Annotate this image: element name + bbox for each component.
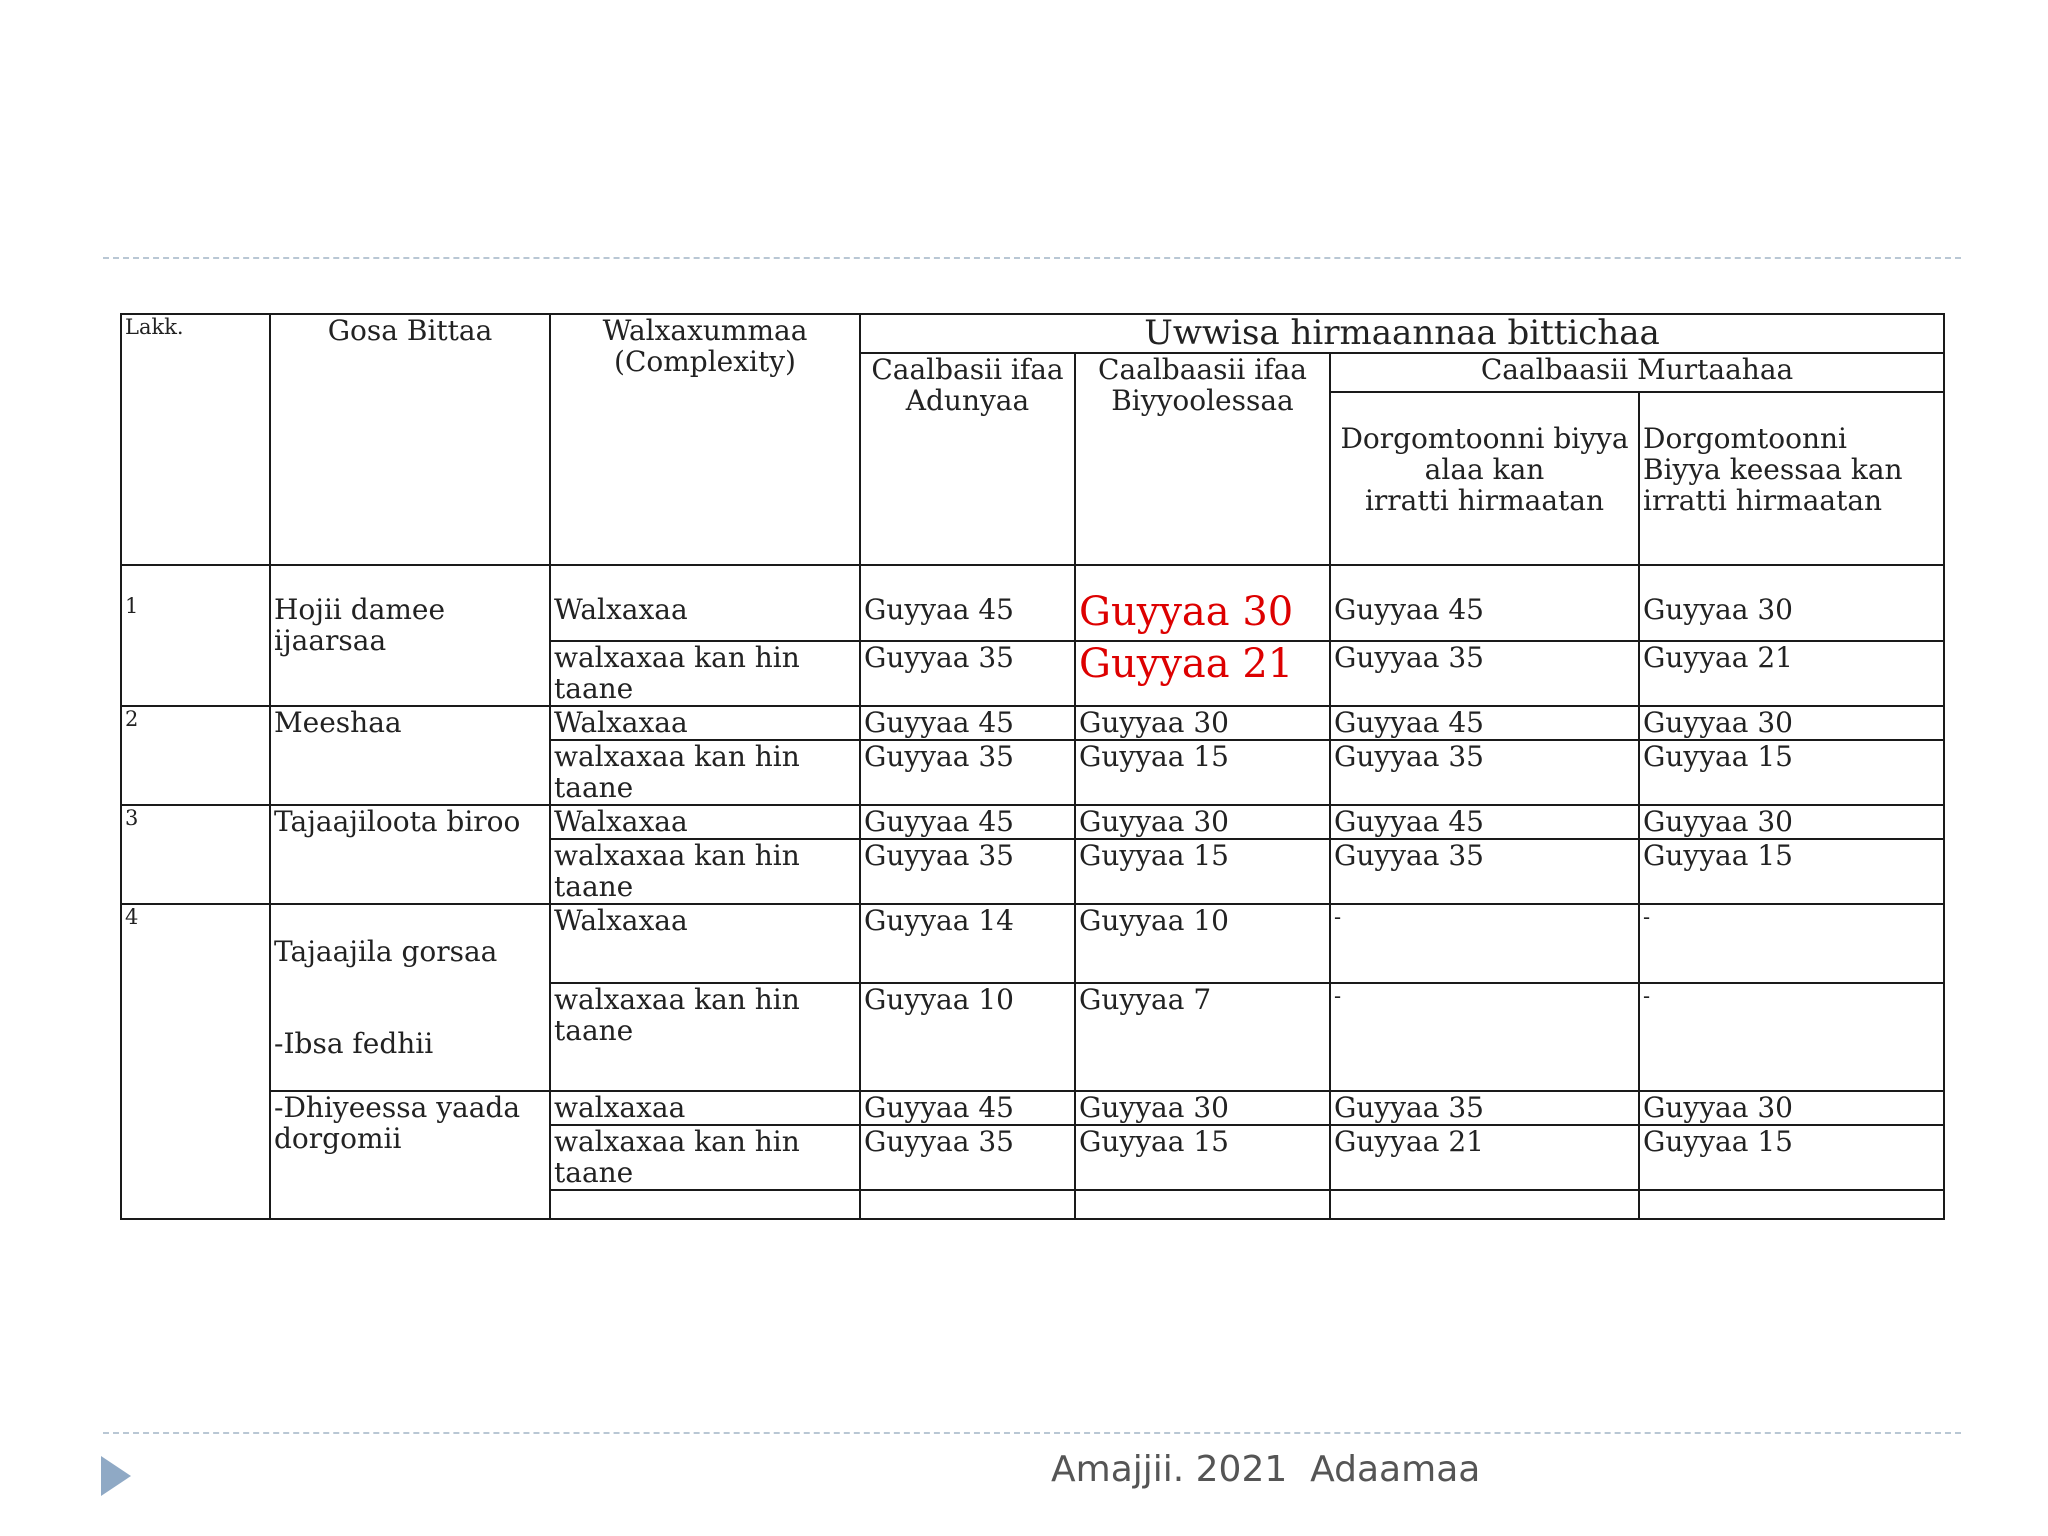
row4-alaa-3: Guyyaa 35 (1330, 1091, 1639, 1125)
header-dorgomtoonni-keessaa: Dorgomtoonni Biyya keessaa kan irratti hirmaatan (1639, 392, 1944, 565)
row3-alaa-1: Guyyaa 45 (1330, 805, 1639, 839)
row2-alaa-2: Guyyaa 35 (1330, 740, 1639, 805)
row4-walx-1: Walxaxaa (550, 904, 860, 983)
header-uwwisa-hirmaannaa: Uwwisa hirmaannaa bittichaa (860, 314, 1944, 353)
row4-gosa-dhiyeessa: -Dhiyeessa yaada dorgomii (270, 1091, 550, 1219)
row3-lakk: 3 (121, 805, 270, 904)
empty-cell (1075, 1190, 1330, 1219)
top-dashed-rule (103, 257, 1961, 259)
header-caalbaasii-biyyoolessaa: Caalbaasii ifaa Biyyoolessaa (1075, 353, 1330, 565)
header-gosa-bittaa: Gosa Bittaa (270, 314, 550, 565)
row1-gosa: Hojii damee ijaarsaa (270, 565, 550, 706)
header-walxaxummaa: Walxaxummaa (Complexity) (550, 314, 860, 565)
row4-alaa-1: - (1330, 904, 1639, 983)
row2-gosa: Meeshaa (270, 706, 550, 805)
bottom-dashed-rule (103, 1432, 1961, 1434)
row2-lakk: 2 (121, 706, 270, 805)
bidding-period-table (120, 313, 1945, 1220)
row4-keessaa-4: Guyyaa 15 (1639, 1125, 1944, 1190)
row3-keessaa-2: Guyyaa 15 (1639, 839, 1944, 904)
empty-cell (860, 1190, 1075, 1219)
row4-gosa-ibsa: -Ibsa fedhii (274, 1027, 434, 1060)
row2-keessaa-2: Guyyaa 15 (1639, 740, 1944, 805)
row4-adunyaa-4: Guyyaa 35 (860, 1125, 1075, 1190)
row2-biyyoo-2: Guyyaa 15 (1075, 740, 1330, 805)
row4-alaa-2: - (1330, 983, 1639, 1091)
row1-alaa-2: Guyyaa 35 (1330, 641, 1639, 706)
row4-adunyaa-2: Guyyaa 10 (860, 983, 1075, 1091)
header-caalbasii-adunyaa: Caalbasii ifaa Adunyaa (860, 353, 1075, 565)
row2-adunyaa-2: Guyyaa 35 (860, 740, 1075, 805)
row4-keessaa-1: - (1639, 904, 1944, 983)
header-dorgomtoonni-alaa: Dorgomtoonni biyya alaa kan irratti hirmaatan (1330, 392, 1639, 565)
row4-walx-2: walxaxaa kan hin taane (550, 983, 860, 1091)
row1-keessaa-1: Guyyaa 30 (1639, 565, 1944, 641)
row1-biyyoo-2: Guyyaa 21 (1075, 641, 1330, 706)
row3-adunyaa-2: Guyyaa 35 (860, 839, 1075, 904)
row3-biyyoo-2: Guyyaa 15 (1075, 839, 1330, 904)
row4-keessaa-3: Guyyaa 30 (1639, 1091, 1944, 1125)
row1-lakk: 1 (121, 565, 270, 706)
row4-adunyaa-3: Guyyaa 45 (860, 1091, 1075, 1125)
row1-adunyaa-2: Guyyaa 35 (860, 641, 1075, 706)
row4-adunyaa-1: Guyyaa 14 (860, 904, 1075, 983)
row3-keessaa-1: Guyyaa 30 (1639, 805, 1944, 839)
row1-alaa-1: Guyyaa 45 (1330, 565, 1639, 641)
row4-biyyoo-1: Guyyaa 10 (1075, 904, 1330, 983)
row2-walx-2: walxaxaa kan hin taane (550, 740, 860, 805)
row1-biyyoo-1: Guyyaa 30 (1075, 565, 1330, 641)
row1-walx-1: Walxaxaa (550, 565, 860, 641)
row4-walx-4: walxaxaa kan hin taane (550, 1125, 860, 1190)
empty-cell (550, 1190, 860, 1219)
header-caalbaasii-murtaahaa: Caalbaasii Murtaahaa (1330, 353, 1944, 392)
slide-bullet-arrow-icon (101, 1456, 131, 1496)
row4-biyyoo-2: Guyyaa 7 (1075, 983, 1330, 1091)
row4-lakk: 4 (121, 904, 270, 1219)
row4-alaa-4: Guyyaa 21 (1330, 1125, 1639, 1190)
row3-gosa: Tajaajiloota biroo (270, 805, 550, 904)
row4-keessaa-2: - (1639, 983, 1944, 1091)
row2-alaa-1: Guyyaa 45 (1330, 706, 1639, 740)
row1-keessaa-2: Guyyaa 21 (1639, 641, 1944, 706)
row1-walx-2: walxaxaa kan hin taane (550, 641, 860, 706)
empty-cell (1639, 1190, 1944, 1219)
row4-biyyoo-3: Guyyaa 30 (1075, 1091, 1330, 1125)
row4-biyyoo-4: Guyyaa 15 (1075, 1125, 1330, 1190)
row2-walx-1: Walxaxaa (550, 706, 860, 740)
row3-adunyaa-1: Guyyaa 45 (860, 805, 1075, 839)
row3-alaa-2: Guyyaa 35 (1330, 839, 1639, 904)
header-lakk: Lakk. (121, 314, 270, 565)
row2-adunyaa-1: Guyyaa 45 (860, 706, 1075, 740)
row1-adunyaa-1: Guyyaa 45 (860, 565, 1075, 641)
row3-walx-2: walxaxaa kan hin taane (550, 839, 860, 904)
row3-walx-1: Walxaxaa (550, 805, 860, 839)
row4-gosa-a (270, 904, 550, 1091)
row2-keessaa-1: Guyyaa 30 (1639, 706, 1944, 740)
empty-cell (1330, 1190, 1639, 1219)
footer-date-location: Amajjii. 2021 Adaamaa (1051, 1449, 1481, 1490)
row4-gosa-tajaajila: Tajaajila gorsaa (274, 935, 498, 968)
row4-walx-3: walxaxaa (550, 1091, 860, 1125)
row2-biyyoo-1: Guyyaa 30 (1075, 706, 1330, 740)
row3-biyyoo-1: Guyyaa 30 (1075, 805, 1330, 839)
